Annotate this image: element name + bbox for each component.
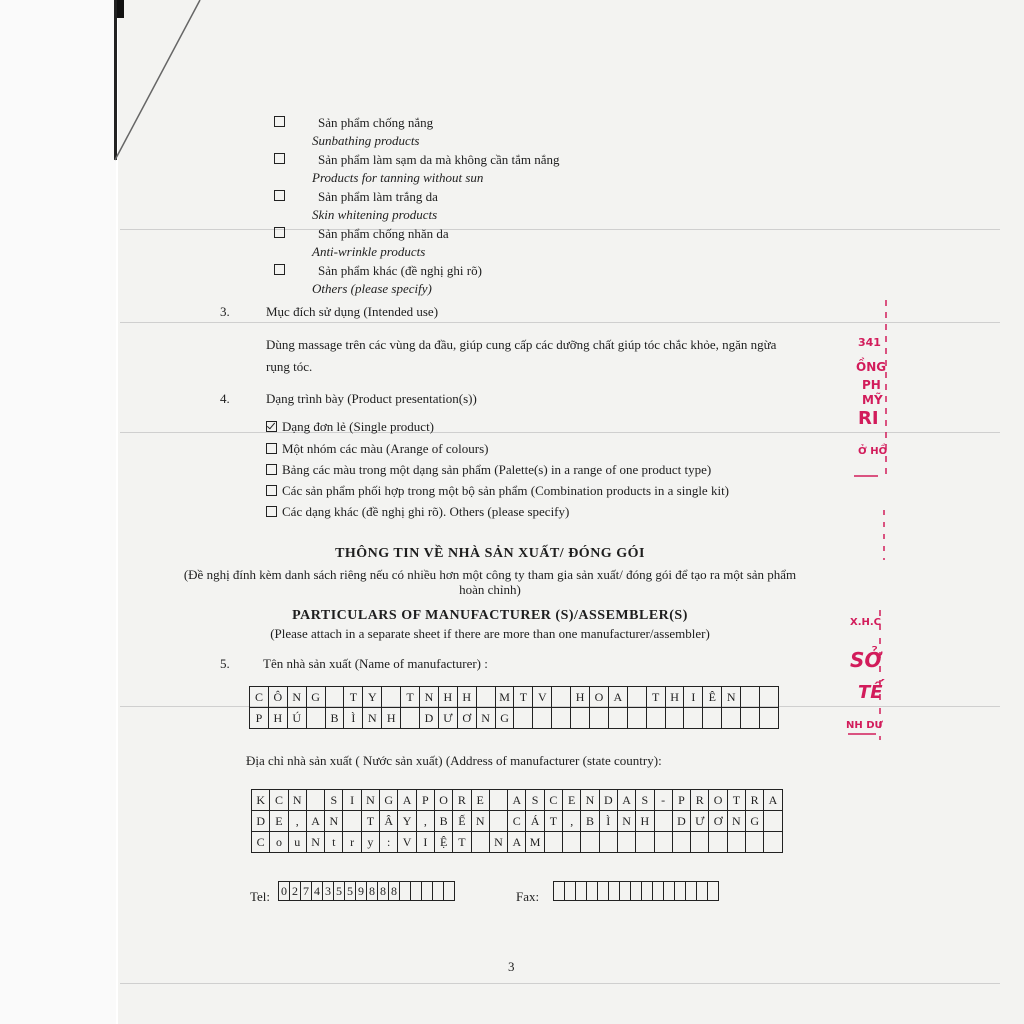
grid-cell[interactable]: A bbox=[508, 832, 526, 853]
presentation-option[interactable] bbox=[266, 462, 711, 478]
grid-cell[interactable] bbox=[691, 832, 709, 853]
grid-cell[interactable]: G bbox=[746, 811, 764, 832]
grid-cell[interactable]: V bbox=[533, 687, 552, 708]
grid-cell[interactable]: C bbox=[508, 811, 526, 832]
digit-cell[interactable] bbox=[697, 882, 708, 901]
scan-fold-line bbox=[110, 0, 210, 170]
product-type-en: Others (please specify) bbox=[312, 281, 432, 296]
digit-cell[interactable]: 5 bbox=[345, 882, 356, 901]
digit-cell[interactable]: 5 bbox=[334, 882, 345, 901]
grid-cell[interactable]: C bbox=[252, 832, 270, 853]
grid-cell[interactable]: N bbox=[472, 811, 490, 832]
grid-cell[interactable]: - bbox=[655, 790, 673, 811]
digit-cell[interactable]: 8 bbox=[378, 882, 389, 901]
digit-cell[interactable] bbox=[587, 882, 598, 901]
grid-cell[interactable]: u bbox=[289, 832, 307, 853]
grid-cell[interactable]: B bbox=[435, 811, 453, 832]
grid-cell[interactable]: T bbox=[362, 811, 380, 832]
section-5-number: 5. bbox=[220, 656, 230, 671]
grid-cell[interactable]: B bbox=[326, 708, 345, 729]
grid-cell[interactable]: Ì bbox=[600, 811, 618, 832]
digit-cell[interactable] bbox=[675, 882, 686, 901]
presentation-option-label: Các dạng khác (đề nghị ghi rõ). Others (please specify) bbox=[282, 504, 570, 519]
digit-cell[interactable] bbox=[620, 882, 631, 901]
digit-cell[interactable] bbox=[565, 882, 576, 901]
grid-cell[interactable] bbox=[760, 687, 779, 708]
grid-cell[interactable] bbox=[552, 687, 571, 708]
digit-cell[interactable] bbox=[664, 882, 675, 901]
grid-cell[interactable] bbox=[709, 832, 727, 853]
grid-cell[interactable]: N bbox=[420, 687, 439, 708]
tel-field[interactable] bbox=[278, 881, 455, 901]
digit-cell[interactable]: 7 bbox=[301, 882, 312, 901]
presentation-option[interactable] bbox=[266, 504, 569, 520]
grid-cell[interactable]: D bbox=[252, 811, 270, 832]
digit-cell[interactable] bbox=[708, 882, 719, 901]
grid-cell[interactable]: A bbox=[307, 811, 325, 832]
grid-cell[interactable]: O bbox=[590, 687, 609, 708]
grid-cell[interactable]: C bbox=[545, 790, 563, 811]
grid-cell[interactable]: I bbox=[684, 687, 703, 708]
tel-label: Tel: bbox=[250, 889, 271, 904]
grid-cell[interactable] bbox=[571, 708, 590, 729]
product-type-en: Skin whitening products bbox=[312, 207, 438, 222]
digit-cell[interactable]: 8 bbox=[389, 882, 400, 901]
grid-cell[interactable] bbox=[628, 708, 647, 729]
grid-cell[interactable]: N bbox=[289, 790, 307, 811]
product-type-en: Sunbathing products bbox=[312, 133, 420, 148]
digit-cell[interactable]: 3 bbox=[323, 882, 334, 901]
manufacturer-title-en: PARTICULARS OF MANUFACTURER (S)/ASSEMBLER(S) bbox=[292, 608, 688, 623]
stamp-fragment: 341 bbox=[858, 336, 881, 349]
fax-field[interactable] bbox=[553, 881, 719, 901]
grid-cell[interactable] bbox=[764, 811, 782, 832]
fax-label: Fax: bbox=[516, 889, 540, 904]
checkbox-icon[interactable] bbox=[266, 443, 277, 454]
grid-cell[interactable]: A bbox=[618, 790, 636, 811]
grid-cell[interactable] bbox=[628, 687, 647, 708]
digit-cell[interactable] bbox=[686, 882, 697, 901]
grid-cell[interactable] bbox=[764, 832, 782, 853]
grid-cell[interactable] bbox=[563, 832, 581, 853]
grid-cell[interactable]: A bbox=[764, 790, 782, 811]
grid-cell[interactable]: G bbox=[496, 708, 515, 729]
intended-use-answer: rụng tóc. bbox=[266, 359, 313, 374]
grid-cell[interactable]: N bbox=[307, 832, 325, 853]
grid-cell[interactable] bbox=[647, 708, 666, 729]
grid-cell[interactable]: o bbox=[270, 832, 288, 853]
grid-cell[interactable]: N bbox=[362, 790, 380, 811]
grid-cell[interactable]: Ì bbox=[344, 708, 363, 729]
grid-cell[interactable] bbox=[533, 708, 552, 729]
grid-cell[interactable]: D bbox=[420, 708, 439, 729]
grid-cell[interactable]: D bbox=[673, 811, 691, 832]
page-margin bbox=[0, 0, 118, 1024]
grid-cell[interactable]: A bbox=[508, 790, 526, 811]
grid-cell[interactable]: R bbox=[453, 790, 471, 811]
checkbox-sunbathing[interactable] bbox=[274, 116, 285, 127]
stamp-fragment: PH bbox=[862, 378, 881, 392]
checkbox-checked-icon[interactable] bbox=[266, 421, 277, 432]
grid-cell[interactable]: T bbox=[453, 832, 471, 853]
grid-cell[interactable]: G bbox=[307, 687, 326, 708]
grid-cell[interactable]: C bbox=[250, 687, 269, 708]
checkbox-anti-wrinkle[interactable] bbox=[274, 227, 285, 238]
product-type-en: Products for tanning without sun bbox=[312, 170, 484, 185]
section-4-number: 4. bbox=[220, 391, 230, 406]
digit-cell[interactable] bbox=[642, 882, 653, 901]
digit-cell[interactable] bbox=[444, 882, 455, 901]
digit-cell[interactable] bbox=[576, 882, 587, 901]
digit-cell[interactable]: 0 bbox=[279, 882, 290, 901]
grid-cell[interactable] bbox=[655, 811, 673, 832]
grid-cell[interactable]: Ê bbox=[703, 687, 722, 708]
product-type-vi: Sản phẩm khác (đề nghị ghi rõ) bbox=[318, 263, 482, 278]
grid-cell[interactable]: y bbox=[362, 832, 380, 853]
checkbox-whitening[interactable] bbox=[274, 190, 285, 201]
grid-cell[interactable]: H bbox=[666, 687, 685, 708]
grid-cell[interactable] bbox=[401, 708, 420, 729]
grid-cell[interactable] bbox=[618, 832, 636, 853]
stamp-fragment: RI bbox=[858, 408, 879, 429]
grid-cell[interactable]: Â bbox=[380, 811, 398, 832]
grid-cell[interactable] bbox=[472, 832, 490, 853]
grid-cell[interactable]: A bbox=[609, 687, 628, 708]
grid-cell[interactable] bbox=[655, 832, 673, 853]
grid-cell[interactable] bbox=[307, 708, 326, 729]
stamp-fragment: NH DƯ bbox=[846, 720, 883, 731]
product-type-vi: Sản phẩm chống nhăn da bbox=[318, 226, 449, 241]
scan-rule bbox=[120, 229, 1000, 230]
grid-cell[interactable] bbox=[636, 832, 654, 853]
grid-cell[interactable] bbox=[326, 687, 345, 708]
product-type-vi: Sản phẩm chống nắng bbox=[318, 115, 434, 130]
presentation-option[interactable] bbox=[266, 483, 729, 499]
manufacturer-note-vi: (Đề nghị đính kèm danh sách riêng nếu có nhiều hơn một công ty tham gia sản xuất/ đóng gói để tạo ra một sản phẩm hoàn chỉnh) bbox=[183, 567, 797, 597]
digit-cell[interactable] bbox=[400, 882, 411, 901]
grid-cell[interactable]: H bbox=[458, 687, 477, 708]
digit-cell[interactable] bbox=[554, 882, 565, 901]
grid-cell[interactable] bbox=[490, 790, 508, 811]
grid-cell[interactable]: B bbox=[581, 811, 599, 832]
grid-cell[interactable] bbox=[600, 832, 618, 853]
grid-cell[interactable] bbox=[307, 790, 325, 811]
grid-cell[interactable]: Ơ bbox=[458, 708, 477, 729]
grid-cell[interactable]: T bbox=[344, 687, 363, 708]
grid-cell[interactable] bbox=[590, 708, 609, 729]
grid-cell[interactable]: Ư bbox=[439, 708, 458, 729]
grid-cell[interactable]: N bbox=[363, 708, 382, 729]
presentation-option-label: Bảng các màu trong một dạng sản phẩm (Palette(s) in a range of one product type) bbox=[282, 462, 712, 477]
grid-cell[interactable]: r bbox=[343, 832, 361, 853]
grid-cell[interactable]: I bbox=[417, 832, 435, 853]
digit-cell[interactable]: 2 bbox=[290, 882, 301, 901]
manufacturer-address-label: Địa chỉ nhà sản xuất ( Nước sản xuất) (Address of manufacturer (state country): bbox=[246, 753, 662, 768]
grid-cell[interactable]: S bbox=[526, 790, 544, 811]
grid-cell[interactable]: E bbox=[472, 790, 490, 811]
grid-cell[interactable]: S bbox=[325, 790, 343, 811]
grid-cell[interactable] bbox=[684, 708, 703, 729]
grid-cell[interactable]: N bbox=[722, 687, 741, 708]
grid-cell[interactable]: Á bbox=[526, 811, 544, 832]
grid-cell[interactable]: K bbox=[252, 790, 270, 811]
grid-cell[interactable]: N bbox=[618, 811, 636, 832]
grid-cell[interactable] bbox=[673, 832, 691, 853]
grid-cell[interactable]: N bbox=[728, 811, 746, 832]
checkbox-icon[interactable] bbox=[266, 506, 277, 517]
digit-cell[interactable] bbox=[653, 882, 664, 901]
grid-cell[interactable] bbox=[552, 708, 571, 729]
grid-cell[interactable] bbox=[722, 708, 741, 729]
intended-use-answer: Dùng massage trên các vùng da đầu, giúp cung cấp các dưỡng chất giúp tóc chắc khỏe, ngăn ngừa bbox=[266, 337, 777, 352]
grid-cell[interactable]: M bbox=[526, 832, 544, 853]
checkbox-tanning[interactable] bbox=[274, 153, 285, 164]
grid-cell[interactable]: O bbox=[435, 790, 453, 811]
product-type-vi: Sản phẩm làm trắng da bbox=[318, 189, 438, 204]
stamp-border-lines bbox=[840, 300, 890, 760]
presentation-option-label: Các sản phẩm phối hợp trong một bộ sản phẩm (Combination products in a single kit) bbox=[282, 483, 730, 498]
stamp-fragment: ỒNG bbox=[856, 360, 887, 374]
grid-cell[interactable]: N bbox=[581, 790, 599, 811]
grid-cell[interactable]: , bbox=[289, 811, 307, 832]
presentation-option-label: Dạng đơn lẻ (Single product) bbox=[282, 419, 435, 434]
grid-cell[interactable]: P bbox=[673, 790, 691, 811]
grid-cell[interactable]: N bbox=[288, 687, 307, 708]
grid-cell[interactable]: D bbox=[600, 790, 618, 811]
checkbox-icon[interactable] bbox=[266, 464, 277, 475]
grid-cell[interactable] bbox=[382, 687, 401, 708]
grid-cell[interactable]: T bbox=[647, 687, 666, 708]
digit-cell[interactable] bbox=[422, 882, 433, 901]
grid-cell[interactable]: , bbox=[563, 811, 581, 832]
grid-cell[interactable] bbox=[741, 708, 760, 729]
digit-cell[interactable] bbox=[411, 882, 422, 901]
digit-cell[interactable] bbox=[609, 882, 620, 901]
digit-cell[interactable] bbox=[598, 882, 609, 901]
grid-cell[interactable] bbox=[703, 708, 722, 729]
grid-cell[interactable]: E bbox=[563, 790, 581, 811]
stamp-fragment: X.H.C bbox=[850, 617, 882, 628]
stamp-fragment: TẾ bbox=[858, 682, 883, 703]
digit-cell[interactable] bbox=[433, 882, 444, 901]
grid-cell[interactable]: : bbox=[380, 832, 398, 853]
grid-cell[interactable] bbox=[581, 832, 599, 853]
grid-cell[interactable]: T bbox=[401, 687, 420, 708]
digit-cell[interactable]: 4 bbox=[312, 882, 323, 901]
grid-cell[interactable]: Y bbox=[398, 811, 416, 832]
grid-cell[interactable] bbox=[760, 708, 779, 729]
digit-cell[interactable]: 9 bbox=[356, 882, 367, 901]
stamp-fragment: MỸ bbox=[862, 393, 883, 407]
grid-cell[interactable]: O bbox=[709, 790, 727, 811]
stamp-fragment: Ở HỒ bbox=[858, 446, 888, 457]
manufacturer-title-vi: THÔNG TIN VỀ NHÀ SẢN XUẤT/ ĐÓNG GÓI bbox=[335, 546, 645, 561]
grid-cell[interactable]: T bbox=[728, 790, 746, 811]
grid-cell[interactable]: R bbox=[746, 790, 764, 811]
grid-cell[interactable]: N bbox=[325, 811, 343, 832]
presentation-option[interactable] bbox=[266, 441, 489, 457]
grid-cell[interactable]: S bbox=[636, 790, 654, 811]
grid-cell[interactable]: E bbox=[270, 811, 288, 832]
section-3-label: Mục đích sử dụng (Intended use) bbox=[266, 304, 439, 319]
grid-cell[interactable]: T bbox=[514, 687, 533, 708]
grid-cell[interactable]: H bbox=[571, 687, 590, 708]
grid-cell[interactable]: M bbox=[496, 687, 515, 708]
grid-cell[interactable]: Y bbox=[363, 687, 382, 708]
grid-cell[interactable] bbox=[343, 811, 361, 832]
manufacturer-name-label: Tên nhà sản xuất (Name of manufacturer) : bbox=[263, 656, 488, 671]
grid-cell[interactable]: C bbox=[270, 790, 288, 811]
grid-cell[interactable]: Ô bbox=[269, 687, 288, 708]
manufacturer-address-grid[interactable] bbox=[251, 789, 783, 853]
grid-cell[interactable]: Ệ bbox=[435, 832, 453, 853]
grid-cell[interactable]: , bbox=[417, 811, 435, 832]
grid-cell[interactable]: T bbox=[545, 811, 563, 832]
grid-cell[interactable]: V bbox=[398, 832, 416, 853]
grid-cell[interactable]: Ú bbox=[288, 708, 307, 729]
section-4-label: Dạng trình bày (Product presentation(s)) bbox=[266, 391, 477, 406]
checkbox-icon[interactable] bbox=[266, 485, 277, 496]
manufacturer-name-grid[interactable] bbox=[249, 686, 779, 729]
grid-cell[interactable]: R bbox=[691, 790, 709, 811]
stamp-fragment: SỞ bbox=[850, 648, 882, 672]
checkbox-others[interactable] bbox=[274, 264, 285, 275]
grid-cell[interactable]: I bbox=[343, 790, 361, 811]
grid-cell[interactable]: H bbox=[382, 708, 401, 729]
grid-cell[interactable]: Ơ bbox=[709, 811, 727, 832]
grid-cell[interactable]: H bbox=[269, 708, 288, 729]
grid-cell[interactable]: H bbox=[636, 811, 654, 832]
grid-cell[interactable] bbox=[545, 832, 563, 853]
grid-cell[interactable]: P bbox=[417, 790, 435, 811]
grid-cell[interactable]: Ư bbox=[691, 811, 709, 832]
grid-cell[interactable] bbox=[741, 687, 760, 708]
digit-cell[interactable]: 8 bbox=[367, 882, 378, 901]
grid-cell[interactable] bbox=[490, 811, 508, 832]
grid-cell[interactable] bbox=[609, 708, 628, 729]
grid-cell[interactable]: H bbox=[439, 687, 458, 708]
grid-cell[interactable]: Ế bbox=[453, 811, 471, 832]
grid-cell[interactable]: t bbox=[325, 832, 343, 853]
digit-cell[interactable] bbox=[631, 882, 642, 901]
product-type-vi: Sản phẩm làm sạm da mà không cần tắm nắng bbox=[318, 152, 560, 167]
grid-cell[interactable]: A bbox=[398, 790, 416, 811]
grid-cell[interactable] bbox=[477, 687, 496, 708]
grid-cell[interactable] bbox=[666, 708, 685, 729]
section-3-number: 3. bbox=[220, 304, 230, 319]
product-type-en: Anti-wrinkle products bbox=[312, 244, 426, 259]
scan-rule bbox=[120, 983, 1000, 984]
grid-cell[interactable]: P bbox=[250, 708, 269, 729]
presentation-option[interactable] bbox=[266, 419, 434, 435]
manufacturer-note-en: (Please attach in a separate sheet if there are more than one manufacturer/assembler) bbox=[270, 626, 710, 641]
grid-cell[interactable]: N bbox=[477, 708, 496, 729]
grid-cell[interactable] bbox=[728, 832, 746, 853]
grid-cell[interactable]: N bbox=[490, 832, 508, 853]
grid-cell[interactable] bbox=[514, 708, 533, 729]
presentation-option-label: Một nhóm các màu (Arange of colours) bbox=[282, 441, 489, 456]
page-number: 3 bbox=[508, 959, 515, 974]
grid-cell[interactable]: G bbox=[380, 790, 398, 811]
grid-cell[interactable] bbox=[746, 832, 764, 853]
